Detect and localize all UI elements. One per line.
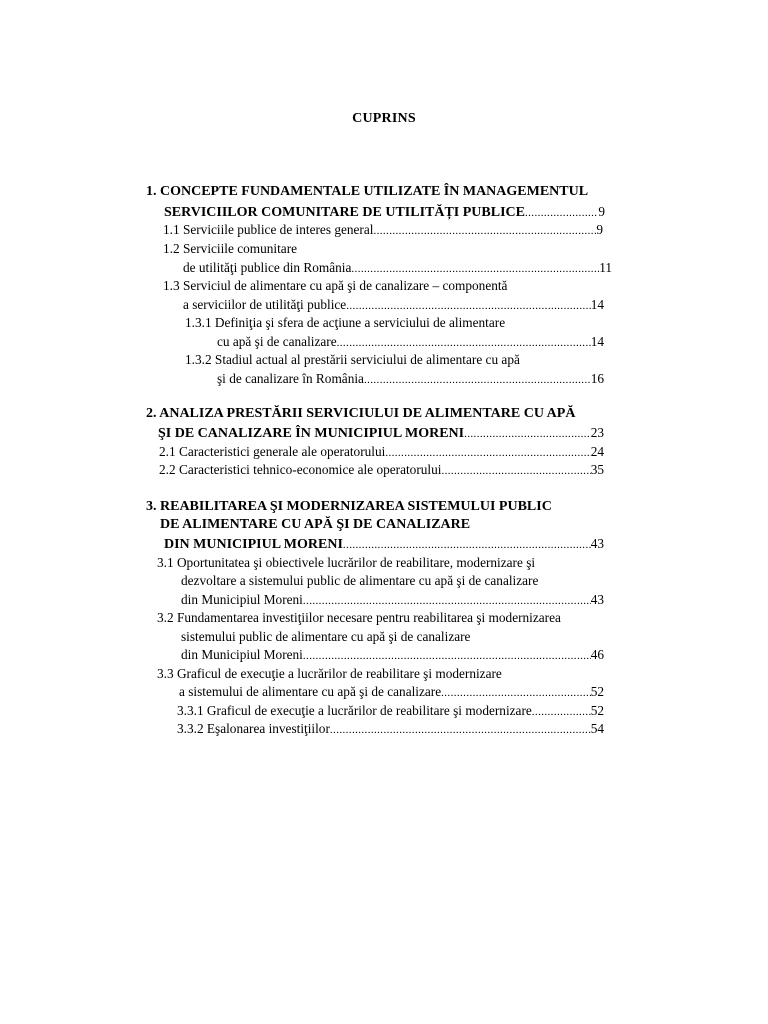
- toc-chapter-3-line-2: [160, 516, 560, 534]
- toc-entry-text: 1.2 Serviciile comunitare: [163, 241, 298, 256]
- toc-entry-text: cu apă şi de canalizare: [217, 334, 337, 349]
- leader-dots: [337, 334, 591, 352]
- toc-section-3-3-1[interactable]: [177, 702, 604, 721]
- toc-chapter-2-line-2[interactable]: [158, 424, 604, 443]
- toc-chapter-3-line-3[interactable]: [164, 535, 604, 554]
- leader-dots: [373, 222, 596, 240]
- toc-section-1-3-2-line-1: [185, 351, 605, 369]
- toc-section-3-2-line-1: [157, 609, 612, 627]
- toc-page-number: 16: [590, 371, 604, 386]
- toc-entry-text: 3.2 Fundamentarea investiţiilor necesare pentru reabilitarea şi modernizarea: [157, 610, 561, 625]
- leader-dots: [346, 297, 590, 315]
- toc-section-3-3-line-2[interactable]: [179, 683, 604, 702]
- toc-page-number: 11: [599, 260, 612, 275]
- toc-section-3-2-line-3[interactable]: [181, 646, 604, 665]
- toc-section-1-3-1-line-2[interactable]: [217, 333, 604, 352]
- toc-entry-text: 3.3.2 Eşalonarea investiţiilor: [177, 721, 330, 736]
- toc-section-2-2[interactable]: [159, 461, 604, 480]
- toc-page-number: 52: [590, 703, 604, 718]
- leader-dots: [343, 536, 591, 554]
- toc-page-number: 9: [598, 204, 605, 219]
- toc-section-2-1[interactable]: [159, 443, 604, 462]
- toc-section-1-3-line-1: [163, 277, 603, 295]
- leader-dots: [464, 425, 591, 443]
- toc-entry-text: din Municipiul Moreni: [181, 592, 303, 607]
- toc-entry-text: 2. ANALIZA PRESTĂRII SERVICIULUI DE ALIMENTARE CU APĂ: [146, 406, 576, 421]
- toc-entry-text: de utilităţi publice din România: [183, 260, 352, 275]
- toc-entry-text: DE ALIMENTARE CU APĂ ŞI DE CANALIZARE: [160, 517, 471, 532]
- toc-entry-text: ŞI DE CANALIZARE ÎN MUNICIPIUL MORENI: [158, 426, 465, 441]
- toc-section-3-1-line-2: [181, 572, 601, 590]
- toc-entry-text: DIN MUNICIPIUL MORENI: [164, 537, 343, 552]
- toc-entry-text: din Municipiul Moreni: [181, 647, 303, 662]
- toc-section-1-2-line-1: [163, 240, 463, 258]
- toc-entry-text: 3.3.1 Graficul de execuţie a lucrărilor de reabilitare şi modernizare: [177, 703, 532, 718]
- toc-entry-text: a serviciilor de utilităţi publice: [183, 297, 347, 312]
- toc-section-1-3-1-line-1: [185, 314, 605, 332]
- toc-page-number: 43: [590, 536, 604, 551]
- toc-title: CUPRINS: [352, 111, 416, 126]
- toc-entry-text: 1.3 Serviciul de alimentare cu apă şi de canalizare – componentă: [163, 278, 508, 293]
- toc-entry-text: dezvoltare a sistemului public de alimentare cu apă şi de canalizare: [181, 573, 539, 588]
- toc-entry-text: SERVICIILOR COMUNITARE DE UTILITĂȚI PUBLICE: [164, 205, 525, 220]
- toc-chapter-3-line-1: [146, 498, 586, 516]
- toc-page-number: 24: [590, 444, 604, 459]
- toc-section-1-3-2-line-2[interactable]: [217, 370, 604, 389]
- toc-entry-text: 2.1 Caracteristici generale ale operatorului: [159, 444, 386, 459]
- toc-section-3-1-line-3[interactable]: [181, 591, 604, 610]
- toc-entry-text: 1.3.2 Stadiul actual al prestării serviciului de alimentare cu apă: [185, 352, 520, 367]
- leader-dots: [364, 371, 591, 389]
- toc-entry-text: 1.1 Serviciile publice de interes general: [163, 222, 374, 237]
- toc-section-1-2-line-2[interactable]: [183, 259, 612, 278]
- leader-dots: [330, 721, 591, 739]
- toc-section-3-3-2[interactable]: [177, 720, 604, 739]
- toc-page-number: 52: [590, 684, 604, 699]
- toc-page-number: 46: [590, 647, 604, 662]
- leader-dots: [441, 684, 591, 702]
- toc-section-1-1[interactable]: [163, 221, 603, 240]
- toc-page-number: 35: [590, 462, 604, 477]
- leader-dots: [532, 703, 591, 721]
- toc-section-1-3-line-2[interactable]: [183, 296, 604, 315]
- toc-entry-text: 1. CONCEPTE FUNDAMENTALE UTILIZATE ÎN MANAGEMENTUL: [146, 184, 589, 199]
- toc-entry-text: a sistemului de alimentare cu apă şi de canalizare: [179, 684, 442, 699]
- toc-chapter-1-line-1: [146, 183, 598, 201]
- toc-entry-text: 3.1 Oportunitatea şi obiectivele lucrărilor de reabilitare, modernizare şi: [157, 555, 536, 570]
- toc-chapter-1-line-2[interactable]: [164, 203, 605, 222]
- leader-dots: [351, 260, 599, 278]
- toc-entry-text: 1.3.1 Definiţia şi sfera de acţiune a serviciului de alimentare: [185, 315, 506, 330]
- toc-entry-text: şi de canalizare în România: [217, 371, 364, 386]
- toc-entry-text: 2.2 Caracteristici tehnico-economice ale operatorului: [159, 462, 442, 477]
- toc-entry-text: 3.3 Graficul de execuţie a lucrărilor de reabilitare şi modernizare: [157, 666, 502, 681]
- toc-page-number: 14: [590, 334, 604, 349]
- leader-dots: [303, 647, 591, 665]
- leader-dots: [441, 462, 590, 480]
- toc-entry-text: 3. REABILITAREA ŞI MODERNIZAREA SISTEMULUI PUBLIC: [146, 499, 552, 514]
- toc-section-3-3-line-1: [157, 665, 597, 683]
- leader-dots: [525, 204, 598, 222]
- leader-dots: [303, 592, 591, 610]
- toc-page-number: 23: [590, 425, 604, 440]
- toc-section-3-1-line-1: [157, 554, 612, 572]
- toc-page-number: 54: [590, 721, 604, 736]
- toc-chapter-2-line-1: [146, 405, 606, 423]
- toc-entry-text: sistemului public de alimentare cu apă şi de canalizare: [181, 629, 471, 644]
- toc-section-3-2-line-2: [181, 628, 601, 646]
- toc-page-number: 9: [596, 222, 603, 237]
- toc-page-number: 43: [590, 592, 604, 607]
- leader-dots: [385, 444, 590, 462]
- toc-page-number: 14: [590, 297, 604, 312]
